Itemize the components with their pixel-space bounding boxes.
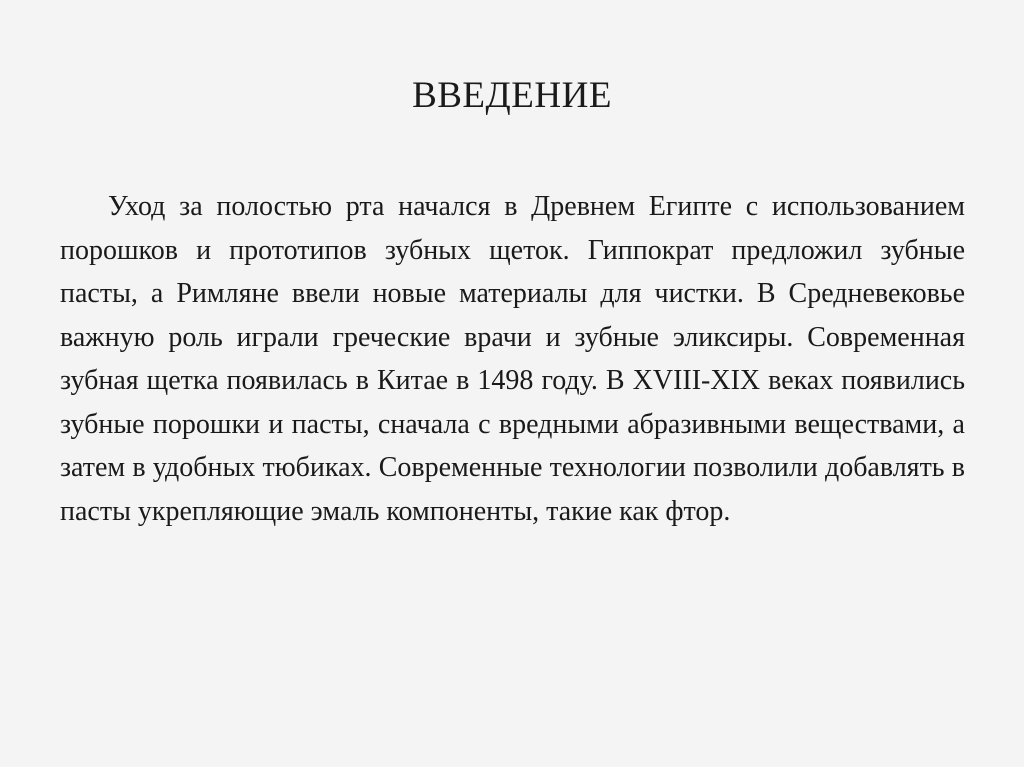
intro-paragraph: Уход за полостью рта начался в Древнем Египте с использованием порошков и прототипов зубных щеток. Гиппократ предложил зубные пасты, а Римляне ввели новые материалы для чистки. В Средневековье важную роль играли греческие врачи и зубные эликсиры. Современная зубная щетка появилась в Китае в 1498 году. В XVIII-XIX веках появились зубные порошки и пасты, сначала с вредными абразивными веществами, а затем в удобных тюбиках. Современные технологии позволили добавлять в пасты укрепляющие эмаль компоненты, такие как фтор. <box>60 191 965 527</box>
slide-title: ВВЕДЕНИЕ <box>412 75 612 116</box>
